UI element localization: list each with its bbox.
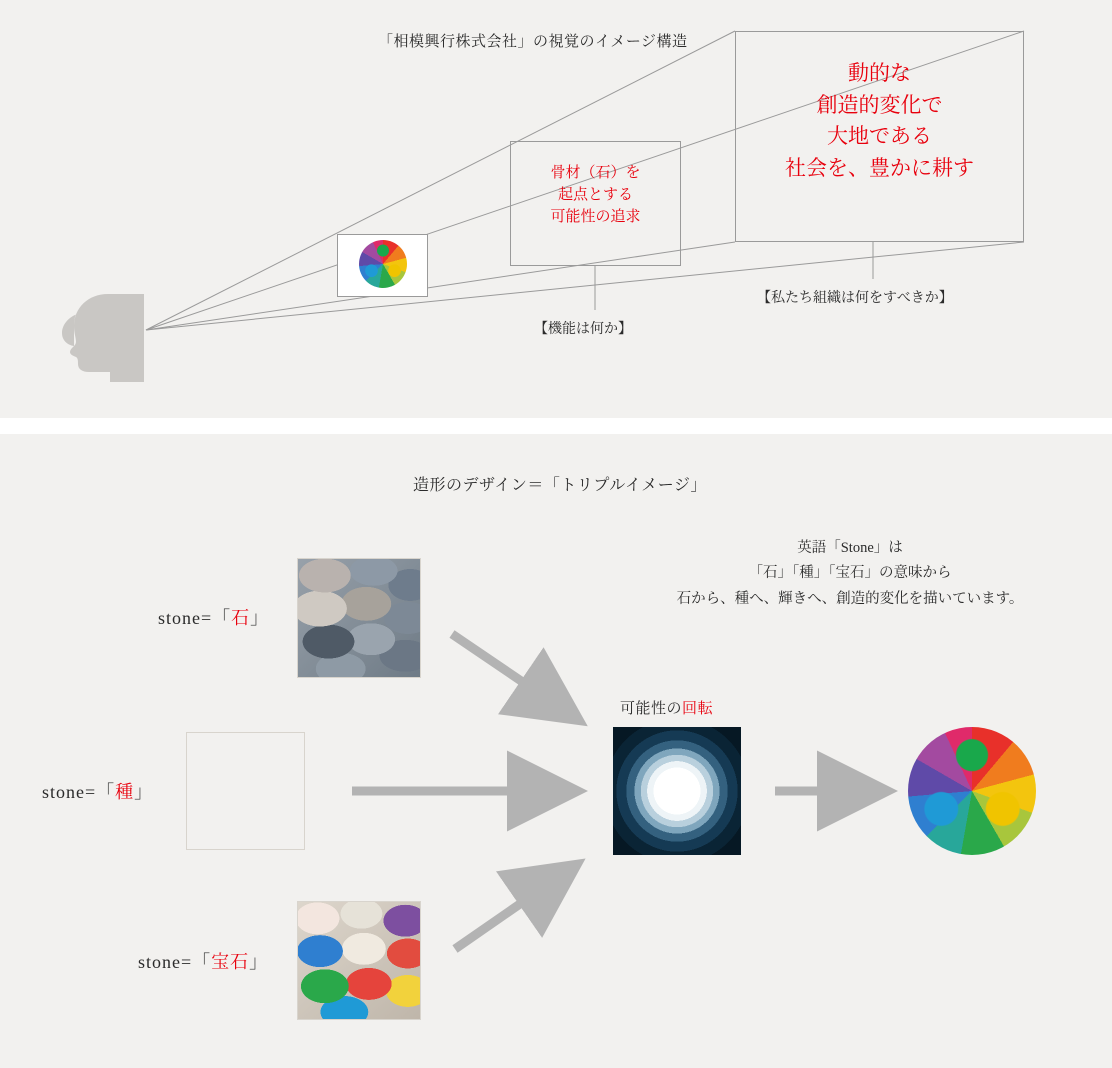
arrow-stone-to-vortex <box>452 634 558 706</box>
frame-mid-line-3: 可能性の追求 <box>550 208 641 225</box>
frame-mid-text <box>510 163 681 228</box>
seeds-image <box>187 733 304 849</box>
stone-suffix-2: 」 <box>134 782 154 802</box>
arrow-gem-to-vortex <box>455 879 556 949</box>
bottom-title: 造形のデザイン＝「トリプルイメージ」 <box>413 477 707 494</box>
vortex-label-word: 回転 <box>682 701 714 717</box>
frame-large-text <box>735 58 1024 184</box>
frame-large-line-2: 創造的変化で <box>816 92 943 117</box>
frame-large-line-3: 大地である <box>827 124 932 148</box>
english-note-line-2: 「石」「種」「宝石」の意味から <box>748 565 952 582</box>
spiral-vortex-image <box>613 727 741 855</box>
stone-label-houseki <box>138 948 268 974</box>
label-organization: 【私たち組織は何をすべきか】 <box>757 291 953 306</box>
english-note-line-1: 英語「Stone」は <box>797 540 903 556</box>
gems-photo <box>297 901 421 1020</box>
top-title: 「相模興行株式会社」の視覚のイメージ構造 <box>378 34 688 50</box>
frame-mid-line-2: 起点とする <box>557 186 633 203</box>
label-function: 【機能は何か】 <box>534 322 632 337</box>
stone-word-2: 種 <box>115 782 135 802</box>
english-note-line-3: 石から、種へ、輝きへ、創造的変化を描いています。 <box>676 590 1024 607</box>
frame-large-line-1: 動的な <box>848 61 911 85</box>
stone-prefix-3: stone=「 <box>138 952 212 972</box>
head-silhouette-icon <box>62 292 146 382</box>
stone-suffix-3: 」 <box>249 952 269 972</box>
vortex-label <box>620 697 713 718</box>
stone-label-tane <box>42 778 153 804</box>
gems-image <box>298 902 420 1019</box>
top-panel <box>0 0 1112 418</box>
stone-prefix-2: stone=「 <box>42 782 116 802</box>
stone-word-3: 宝石 <box>211 952 250 972</box>
frame-large-line-4: 社会を、豊かに耕す <box>785 155 974 180</box>
seeds-photo <box>186 732 305 850</box>
frame-mid-line-1: 骨材（石）を <box>550 165 641 181</box>
stone-word-1: 石 <box>231 608 251 628</box>
vortex-label-prefix: 可能性の <box>620 701 683 717</box>
pebbles-photo <box>297 558 421 678</box>
color-wheel-image <box>908 727 1036 855</box>
stone-suffix-1: 」 <box>250 608 270 628</box>
color-wheel-icon <box>359 240 407 288</box>
pebbles-image <box>298 559 420 677</box>
panel-divider <box>0 418 1112 434</box>
stone-prefix-1: stone=「 <box>158 608 232 628</box>
stone-label-ishi <box>158 604 269 630</box>
